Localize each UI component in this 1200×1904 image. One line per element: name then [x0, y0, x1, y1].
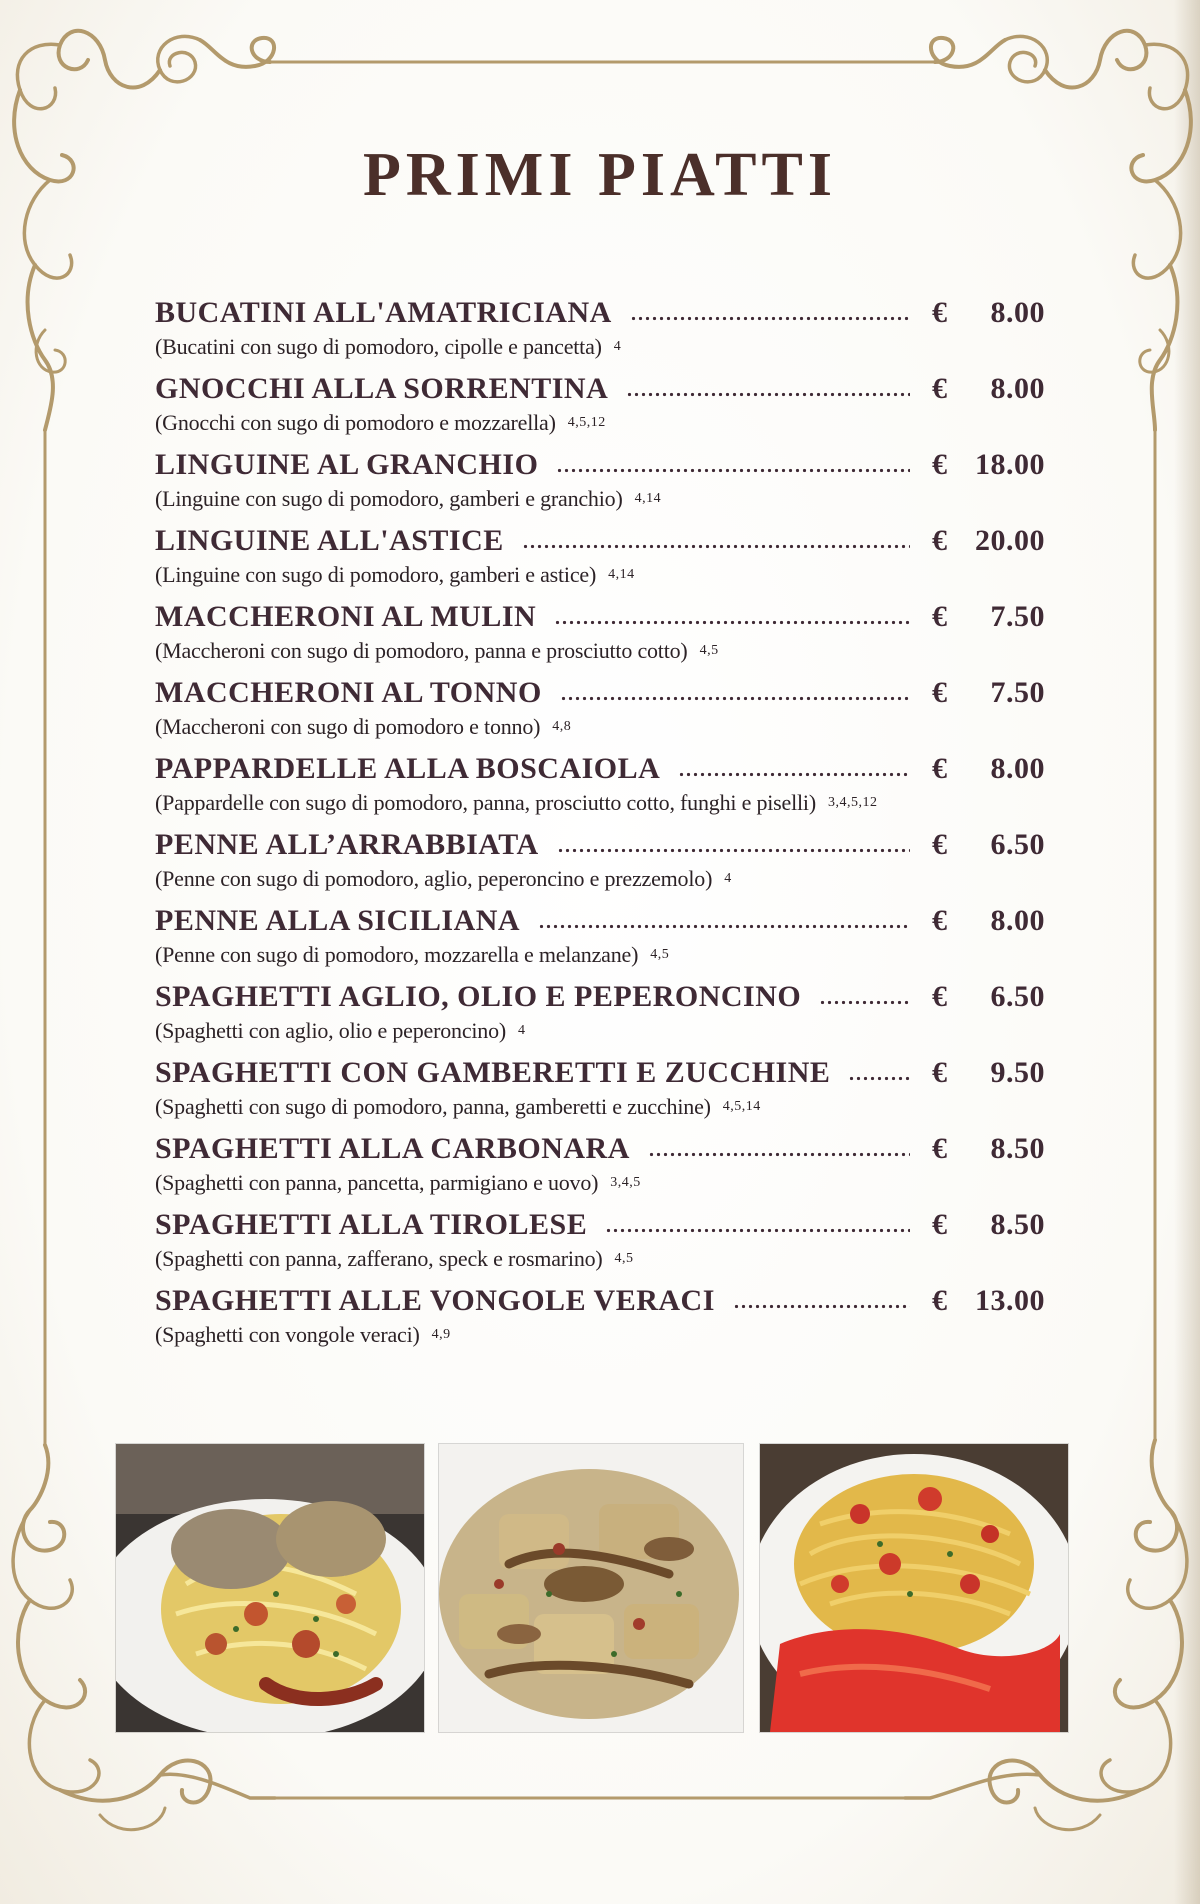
price-value: 8.50 — [990, 1132, 1045, 1165]
price-value: 8.00 — [990, 904, 1045, 937]
currency-symbol: € — [932, 904, 948, 937]
dish-description: (Spaghetti con panna, pancetta, parmigiano e uovo) — [155, 1170, 599, 1195]
menu-item — [155, 364, 1045, 440]
dish-description: (Penne con sugo di pomodoro, aglio, peperoncino e prezzemolo) — [155, 866, 713, 891]
menu-item-row — [155, 820, 1045, 862]
price-value: 8.00 — [990, 752, 1045, 785]
dish-name: MACCHERONI AL TONNO — [155, 676, 542, 709]
currency-symbol: € — [932, 296, 948, 329]
currency-symbol: € — [932, 828, 948, 861]
menu-item-row — [155, 1276, 1045, 1318]
menu-item-row — [155, 364, 1045, 406]
dot-leader — [522, 544, 910, 549]
dish-description: (Gnocchi con sugo di pomodoro e mozzarella) — [155, 410, 556, 435]
dish-description: (Maccheroni con sugo di pomodoro e tonno) — [155, 714, 541, 739]
dish-description: (Spaghetti con aglio, olio e peperoncino) — [155, 1018, 507, 1043]
menu-list — [155, 288, 1045, 1352]
allergen-codes: 4,5 — [650, 947, 670, 962]
dish-description: (Linguine con sugo di pomodoro, gamberi e astice) — [155, 562, 597, 587]
currency-symbol: € — [932, 676, 948, 709]
dot-leader — [554, 620, 910, 625]
dish-name: SPAGHETTI ALLA CARBONARA — [155, 1132, 630, 1165]
dish-description-row — [155, 862, 1045, 896]
dish-name: BUCATINI ALL'AMATRICIANA — [155, 296, 612, 329]
dot-leader — [556, 468, 910, 473]
allergen-codes: 4,5 — [614, 1251, 634, 1266]
dish-price — [932, 828, 1045, 862]
dish-description-row — [155, 330, 1045, 364]
dish-name: LINGUINE ALL'ASTICE — [155, 524, 504, 557]
dish-name: SPAGHETTI ALLE VONGOLE VERACI — [155, 1284, 715, 1317]
dot-leader — [630, 316, 910, 321]
price-value: 7.50 — [990, 600, 1045, 633]
dish-name: PENNE ALLA SICILIANA — [155, 904, 521, 937]
price-value: 8.50 — [990, 1208, 1045, 1241]
menu-item-row — [155, 440, 1045, 482]
dish-description-row — [155, 634, 1045, 668]
menu-item — [155, 972, 1045, 1048]
menu-item — [155, 516, 1045, 592]
menu-item-row — [155, 972, 1045, 1014]
allergen-codes: 4,14 — [634, 491, 662, 506]
price-value: 9.50 — [990, 1056, 1045, 1089]
menu-item — [155, 288, 1045, 364]
menu-item-row — [155, 744, 1045, 786]
dish-description-row — [155, 406, 1045, 440]
dish-description-row — [155, 482, 1045, 516]
dot-leader — [648, 1152, 910, 1157]
menu-item-row — [155, 1048, 1045, 1090]
currency-symbol: € — [932, 980, 948, 1013]
dot-leader — [605, 1228, 910, 1233]
menu-item-row — [155, 592, 1045, 634]
dish-name: SPAGHETTI CON GAMBERETTI E ZUCCHINE — [155, 1056, 831, 1089]
dish-price — [932, 296, 1045, 330]
menu-item — [155, 1124, 1045, 1200]
price-value: 20.00 — [975, 524, 1045, 557]
currency-symbol: € — [932, 1056, 948, 1089]
menu-item-row — [155, 516, 1045, 558]
dish-price — [932, 676, 1045, 710]
dish-price — [932, 372, 1045, 406]
dish-description: (Spaghetti con sugo di pomodoro, panna, gamberetti e zucchine) — [155, 1094, 711, 1119]
dish-description: (Spaghetti con vongole veraci) — [155, 1322, 420, 1347]
dish-price — [932, 980, 1045, 1014]
price-value: 6.50 — [990, 980, 1045, 1013]
dish-description: (Pappardelle con sugo di pomodoro, panna, prosciutto cotto, funghi e piselli) — [155, 790, 816, 815]
dish-name: GNOCCHI ALLA SORRENTINA — [155, 372, 609, 405]
menu-item — [155, 668, 1045, 744]
menu-item — [155, 1048, 1045, 1124]
price-value: 7.50 — [990, 676, 1045, 709]
allergen-codes: 3,4,5,12 — [827, 795, 878, 810]
dish-description-row — [155, 1090, 1045, 1124]
dish-description: (Bucatini con sugo di pomodoro, cipolle e pancetta) — [155, 334, 602, 359]
currency-symbol: € — [932, 1132, 948, 1165]
dish-price — [932, 1208, 1045, 1242]
allergen-codes: 4 — [518, 1023, 526, 1038]
price-value: 8.00 — [990, 296, 1045, 329]
menu-item — [155, 820, 1045, 896]
menu-item-row — [155, 1200, 1045, 1242]
dish-description: (Maccheroni con sugo di pomodoro, panna e prosciutto cotto) — [155, 638, 688, 663]
paccheri-with-mushrooms-photo — [439, 1444, 743, 1732]
dish-name: PAPPARDELLE ALLA BOSCAIOLA — [155, 752, 661, 785]
menu-item-row — [155, 668, 1045, 710]
menu-item — [155, 896, 1045, 972]
currency-symbol: € — [932, 372, 948, 405]
menu-title: PRIMI PIATTI — [363, 141, 837, 209]
price-value: 18.00 — [975, 448, 1045, 481]
allergen-codes: 4,9 — [431, 1327, 451, 1342]
allergen-codes: 4,14 — [608, 567, 635, 582]
dish-name: SPAGHETTI ALLA TIROLESE — [155, 1208, 588, 1241]
dish-name: PENNE ALL’ARRABBIATA — [155, 828, 539, 861]
menu-item-row — [155, 1124, 1045, 1166]
dot-leader — [560, 696, 910, 701]
dish-description-row — [155, 1318, 1045, 1352]
dish-price — [932, 600, 1045, 634]
menu-item — [155, 1276, 1045, 1352]
dish-description: (Spaghetti con panna, zafferano, speck e rosmarino) — [155, 1246, 603, 1271]
dish-price — [932, 524, 1045, 558]
dot-leader — [678, 772, 910, 777]
menu-item-row — [155, 896, 1045, 938]
menu-item — [155, 1200, 1045, 1276]
price-value: 6.50 — [990, 828, 1045, 861]
currency-symbol: € — [932, 600, 948, 633]
dot-leader — [848, 1076, 910, 1081]
dot-leader — [819, 1000, 910, 1005]
dish-description-row — [155, 786, 1045, 820]
dish-description: (Penne con sugo di pomodoro, mozzarella e melanzane) — [155, 942, 639, 967]
menu-item — [155, 592, 1045, 668]
dish-price — [932, 1056, 1045, 1090]
dot-leader — [626, 392, 910, 397]
allergen-codes: 3,4,5 — [610, 1175, 641, 1190]
pasta-with-crab-photo — [116, 1444, 424, 1732]
menu-item-row — [155, 288, 1045, 330]
allergen-codes: 4,5,14 — [722, 1099, 761, 1114]
currency-symbol: € — [932, 448, 948, 481]
menu-item — [155, 744, 1045, 820]
dish-name: MACCHERONI AL MULIN — [155, 600, 537, 633]
dish-price — [932, 1132, 1045, 1166]
currency-symbol: € — [932, 1284, 948, 1317]
dish-name: SPAGHETTI AGLIO, OLIO E PEPERONCINO — [155, 980, 802, 1013]
dot-leader — [733, 1304, 910, 1309]
currency-symbol: € — [932, 1208, 948, 1241]
dish-description: (Linguine con sugo di pomodoro, gamberi e granchio) — [155, 486, 623, 511]
currency-symbol: € — [932, 752, 948, 785]
dot-leader — [557, 848, 910, 853]
dish-description-row — [155, 710, 1045, 744]
dish-price — [932, 448, 1045, 482]
allergen-codes: 4 — [613, 339, 622, 354]
linguine-with-lobster-photo — [760, 1444, 1068, 1732]
currency-symbol: € — [932, 524, 948, 557]
dish-name: LINGUINE AL GRANCHIO — [155, 448, 539, 481]
allergen-codes: 4 — [724, 871, 732, 886]
dish-description-row — [155, 558, 1045, 592]
dish-description-row — [155, 1014, 1045, 1048]
dish-price — [932, 904, 1045, 938]
dish-description-row — [155, 938, 1045, 972]
dot-leader — [538, 924, 910, 929]
dish-description-row — [155, 1242, 1045, 1276]
allergen-codes: 4,5,12 — [567, 415, 606, 430]
dish-price — [932, 752, 1045, 786]
menu-item — [155, 440, 1045, 516]
dish-description-row — [155, 1166, 1045, 1200]
allergen-codes: 4,8 — [552, 719, 572, 734]
dish-price — [932, 1284, 1045, 1318]
allergen-codes: 4,5 — [699, 643, 719, 658]
price-value: 8.00 — [990, 372, 1045, 405]
price-value: 13.00 — [975, 1284, 1045, 1317]
